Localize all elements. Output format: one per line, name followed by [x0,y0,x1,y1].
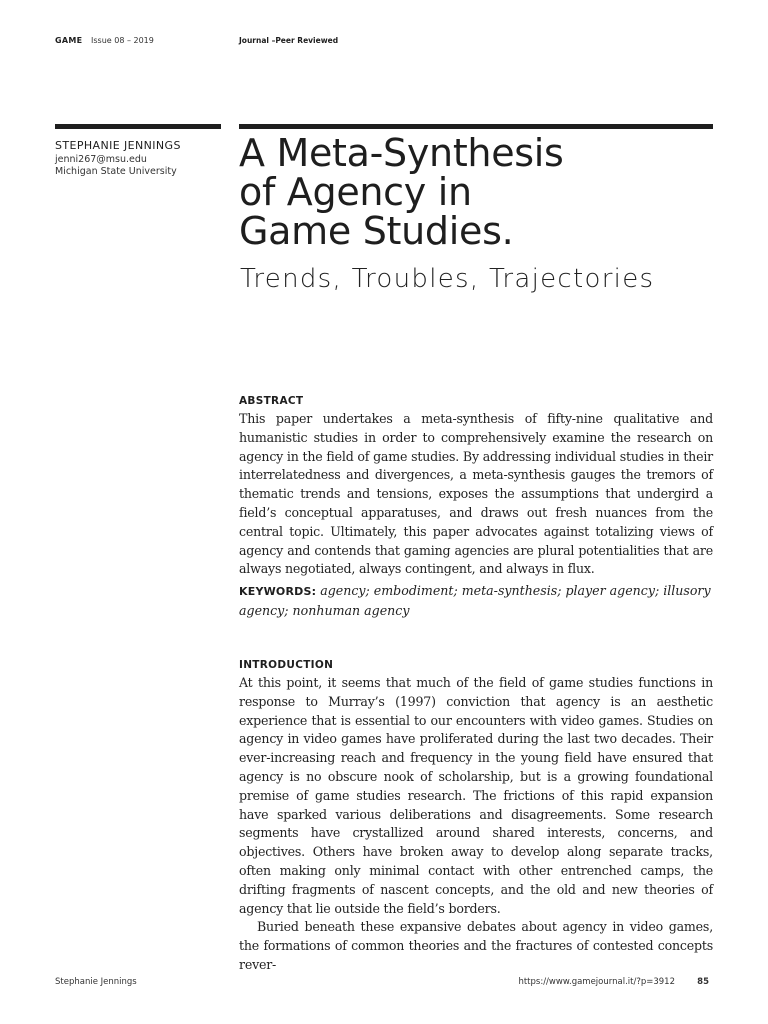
keywords-text: agency; embodiment; meta-synthesis; player agency; illusory agency; nonhuman agency [239,583,711,618]
paper-title [239,131,699,253]
abstract-section [239,395,713,579]
author-email[interactable]: jenni267@msu.edu [55,154,147,165]
title-line-2: of Agency in [239,170,472,214]
abstract-heading: ABSTRACT [239,395,304,407]
author-block [55,139,225,178]
keywords-label: KEYWORDS: [239,585,317,598]
introduction-section [239,659,713,975]
journal-type: Journal –Peer Reviewed [239,36,339,45]
paper-subtitle: Trends, Troubles, Trajectories [240,264,655,294]
keywords-section [239,581,713,620]
footer-url[interactable]: https://www.gamejournal.it/?p=3912 [518,977,675,987]
title-line-1: A Meta-Synthesis [239,131,564,175]
footer-author: Stephanie Jennings [55,977,137,987]
author-name: STEPHANIE JENNINGS [55,139,181,152]
author-rule [55,124,221,129]
page-number: 85 [697,977,709,987]
abstract-text: This paper undertakes a meta-synthesis of fifty-nine qualitative and humanistic studies in order to comprehensively examine the research on agency in the field of game studies. By addressing individual studies in their interrelatedness and divergences, a meta-synthesis gauges the tremors of thematic trends and tensions, exposes the assumptions that undergird a field’s conceptual apparatuses, and draws out fresh nuances from the central topic. Ultimately, this paper advocates against totalizing views of agency and contends that gaming agencies are plural potentialities that are always negotiated, always contingent, and always in flux. [239,411,713,577]
author-affiliation: Michigan State University [55,166,177,177]
running-header [55,36,713,48]
introduction-paragraph-1: At this point, it seems that much of the field of game studies functions in response to Murray’s (1997) conviction that agency is an aesthetic experience that is essential to our encounters with video games. Studies on agency in video games have proliferated during the last two decades. Their ever-increasing reach and frequency in the young field have ensured that agency is no obscure nook of scholarship, but is a growing foundational premise of game studies research. The frictions of this rapid expansion have sparked various deliberations and disagreements. Some research segments have crystallized around shared interests, concerns, and objectives. Others have broken away to develop along separate tracks, often making only minimal contact with other entrenched camps, the drifting fragments of nascent concepts, and the old and new theories of agency that lie outside the field’s borders. [239,675,713,916]
title-rule [239,124,713,129]
title-line-3: Game Studies. [239,209,514,253]
introduction-heading: INTRODUCTION [239,659,334,671]
introduction-paragraph-2: Buried beneath these expansive debates about agency in video games, the formations of common theories and the fractures of contested concepts rever- [239,919,713,972]
issue-label: Issue 08 – 2019 [91,36,154,45]
journal-name: GAME [55,36,83,45]
